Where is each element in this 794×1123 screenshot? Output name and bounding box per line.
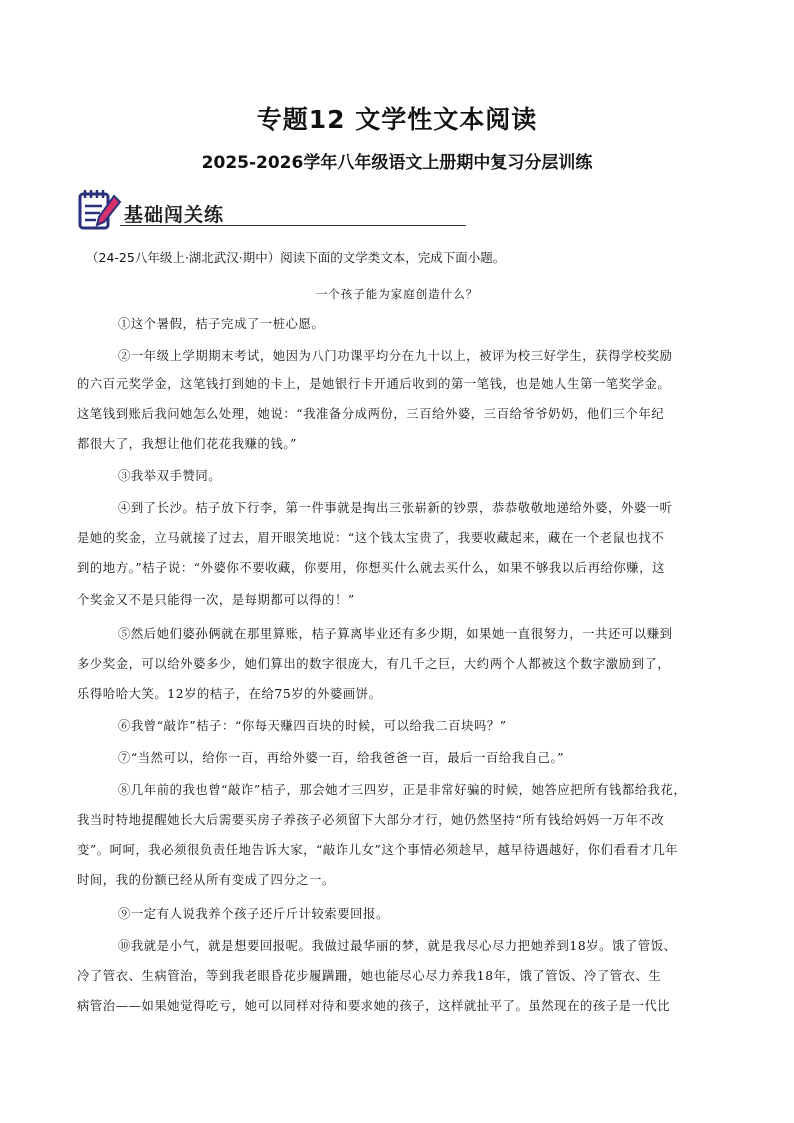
story-line: 都很大了，我想让他们花花我赚的钱。” [77, 437, 297, 451]
story-line: 这笔钱到账后我问她怎么处理，她说：“我准备分成两份，三百给外婆，三百给爷爷奶奶，他们三个年纪 [77, 407, 665, 421]
story-line: ⑤然后她们婆孙俩就在那里算账，桔子算离毕业还有多少期，如果她一直很努力，一共还可以赚到 [118, 627, 673, 641]
story-line: ④到了长沙。桔子放下行李，第一件事就是掏出三张崭新的钞票，恭恭敬敬地递给外婆，外婆一听 [118, 501, 673, 515]
story-line: 我当时特地提醒她长大后需要买房子养孩子必须留下大部分才行，她仍然坚持“所有钱给妈妈一万年不改 [77, 813, 665, 827]
story-line: 个奖金又不是只能得一次，是每期都可以得的！” [77, 593, 355, 607]
story-title: 一个孩子能为家庭创造什么？ [315, 287, 479, 301]
story-line: ⑩我就是小气，就是想要回报呢。我做过最华丽的梦，就是我尽心尽力把她养到18岁。饿了管饭、 [118, 939, 677, 953]
story-line: ②一年级上学期期末考试，她因为八门功课平均分在九十以上，被评为校三好学生，获得学校奖励 [118, 349, 673, 363]
story-line: 变”。呵呵，我必须很负责任地告诉大家，“敲诈儿女”这个事情必须趁早，越早待遇越好，你们看看才几年 [77, 843, 679, 857]
page-subtitle: 2025-2026学年八年级语文上册期中复习分层训练 [201, 153, 593, 173]
story-line: 冷了管衣、生病管治，等到我老眼昏花步履蹒跚，她也能尽心尽力养我18年，饿了管饭、冷了管衣、生 [77, 969, 662, 983]
section-banner [76, 186, 466, 234]
story-line: 的六百元奖学金，这笔钱打到她的卡上，是她银行卡开通后收到的第一笔钱，也是她人生第一笔奖学金。 [77, 377, 671, 391]
story-line: 病管治——如果她觉得吃亏，她可以同样对待和要求她的孩子，这样就扯平了。虽然现在的孩子是一代比 [77, 999, 671, 1013]
story-line: 时间，我的份额已经从所有变成了四分之一。 [77, 873, 335, 887]
notebook-pencil-icon [76, 186, 122, 232]
page-title: 专题12 文学性文本阅读 [256, 105, 538, 134]
section-banner-label: 基础闯关练 [124, 204, 225, 226]
story-line: ⑧几年前的我也曾“敲诈”桔子，那会她才三四岁，正是非常好骗的时候，她答应把所有钱都给我花， [118, 783, 687, 797]
story-line: 是她的奖金，立马就接了过去，眉开眼笑地说：“这个钱太宝贵了，我要收藏起来，藏在一个老鼠也找不 [77, 531, 665, 545]
question-intro: （24-25八年级上·湖北武汉·期中）阅读下面的文学类文本，完成下面小题。 [86, 250, 506, 265]
story-line: ③我举双手赞同。 [118, 469, 222, 483]
story-line: 到的地方。”桔子说：“外婆你不要收藏，你要用，你想买什么就去买什么，如果不够我以后再给你赚，这 [77, 561, 665, 575]
story-line: 乐得哈哈大笑。12岁的桔子，在给75岁的外婆画饼。 [77, 687, 382, 701]
story-line: 多少奖金，可以给外婆多少，她们算出的数字很庞大，有几千之巨，大约两个人都被这个数字激励到了， [77, 657, 671, 671]
story-line: ①这个暑假，桔子完成了一桩心愿。 [118, 317, 325, 331]
story-line: ⑦“当然可以，给你一百，再给外婆一百，给我爸爸一百，最后一百给我自己。” [118, 751, 565, 765]
story-line: ⑨一定有人说我养个孩子还斤斤计较索要回报。 [118, 907, 389, 921]
story-line: ⑥我曾“敲诈”桔子：“你每天赚四百块的时候，可以给我二百块吗？” [118, 719, 507, 733]
section-divider [120, 225, 466, 226]
